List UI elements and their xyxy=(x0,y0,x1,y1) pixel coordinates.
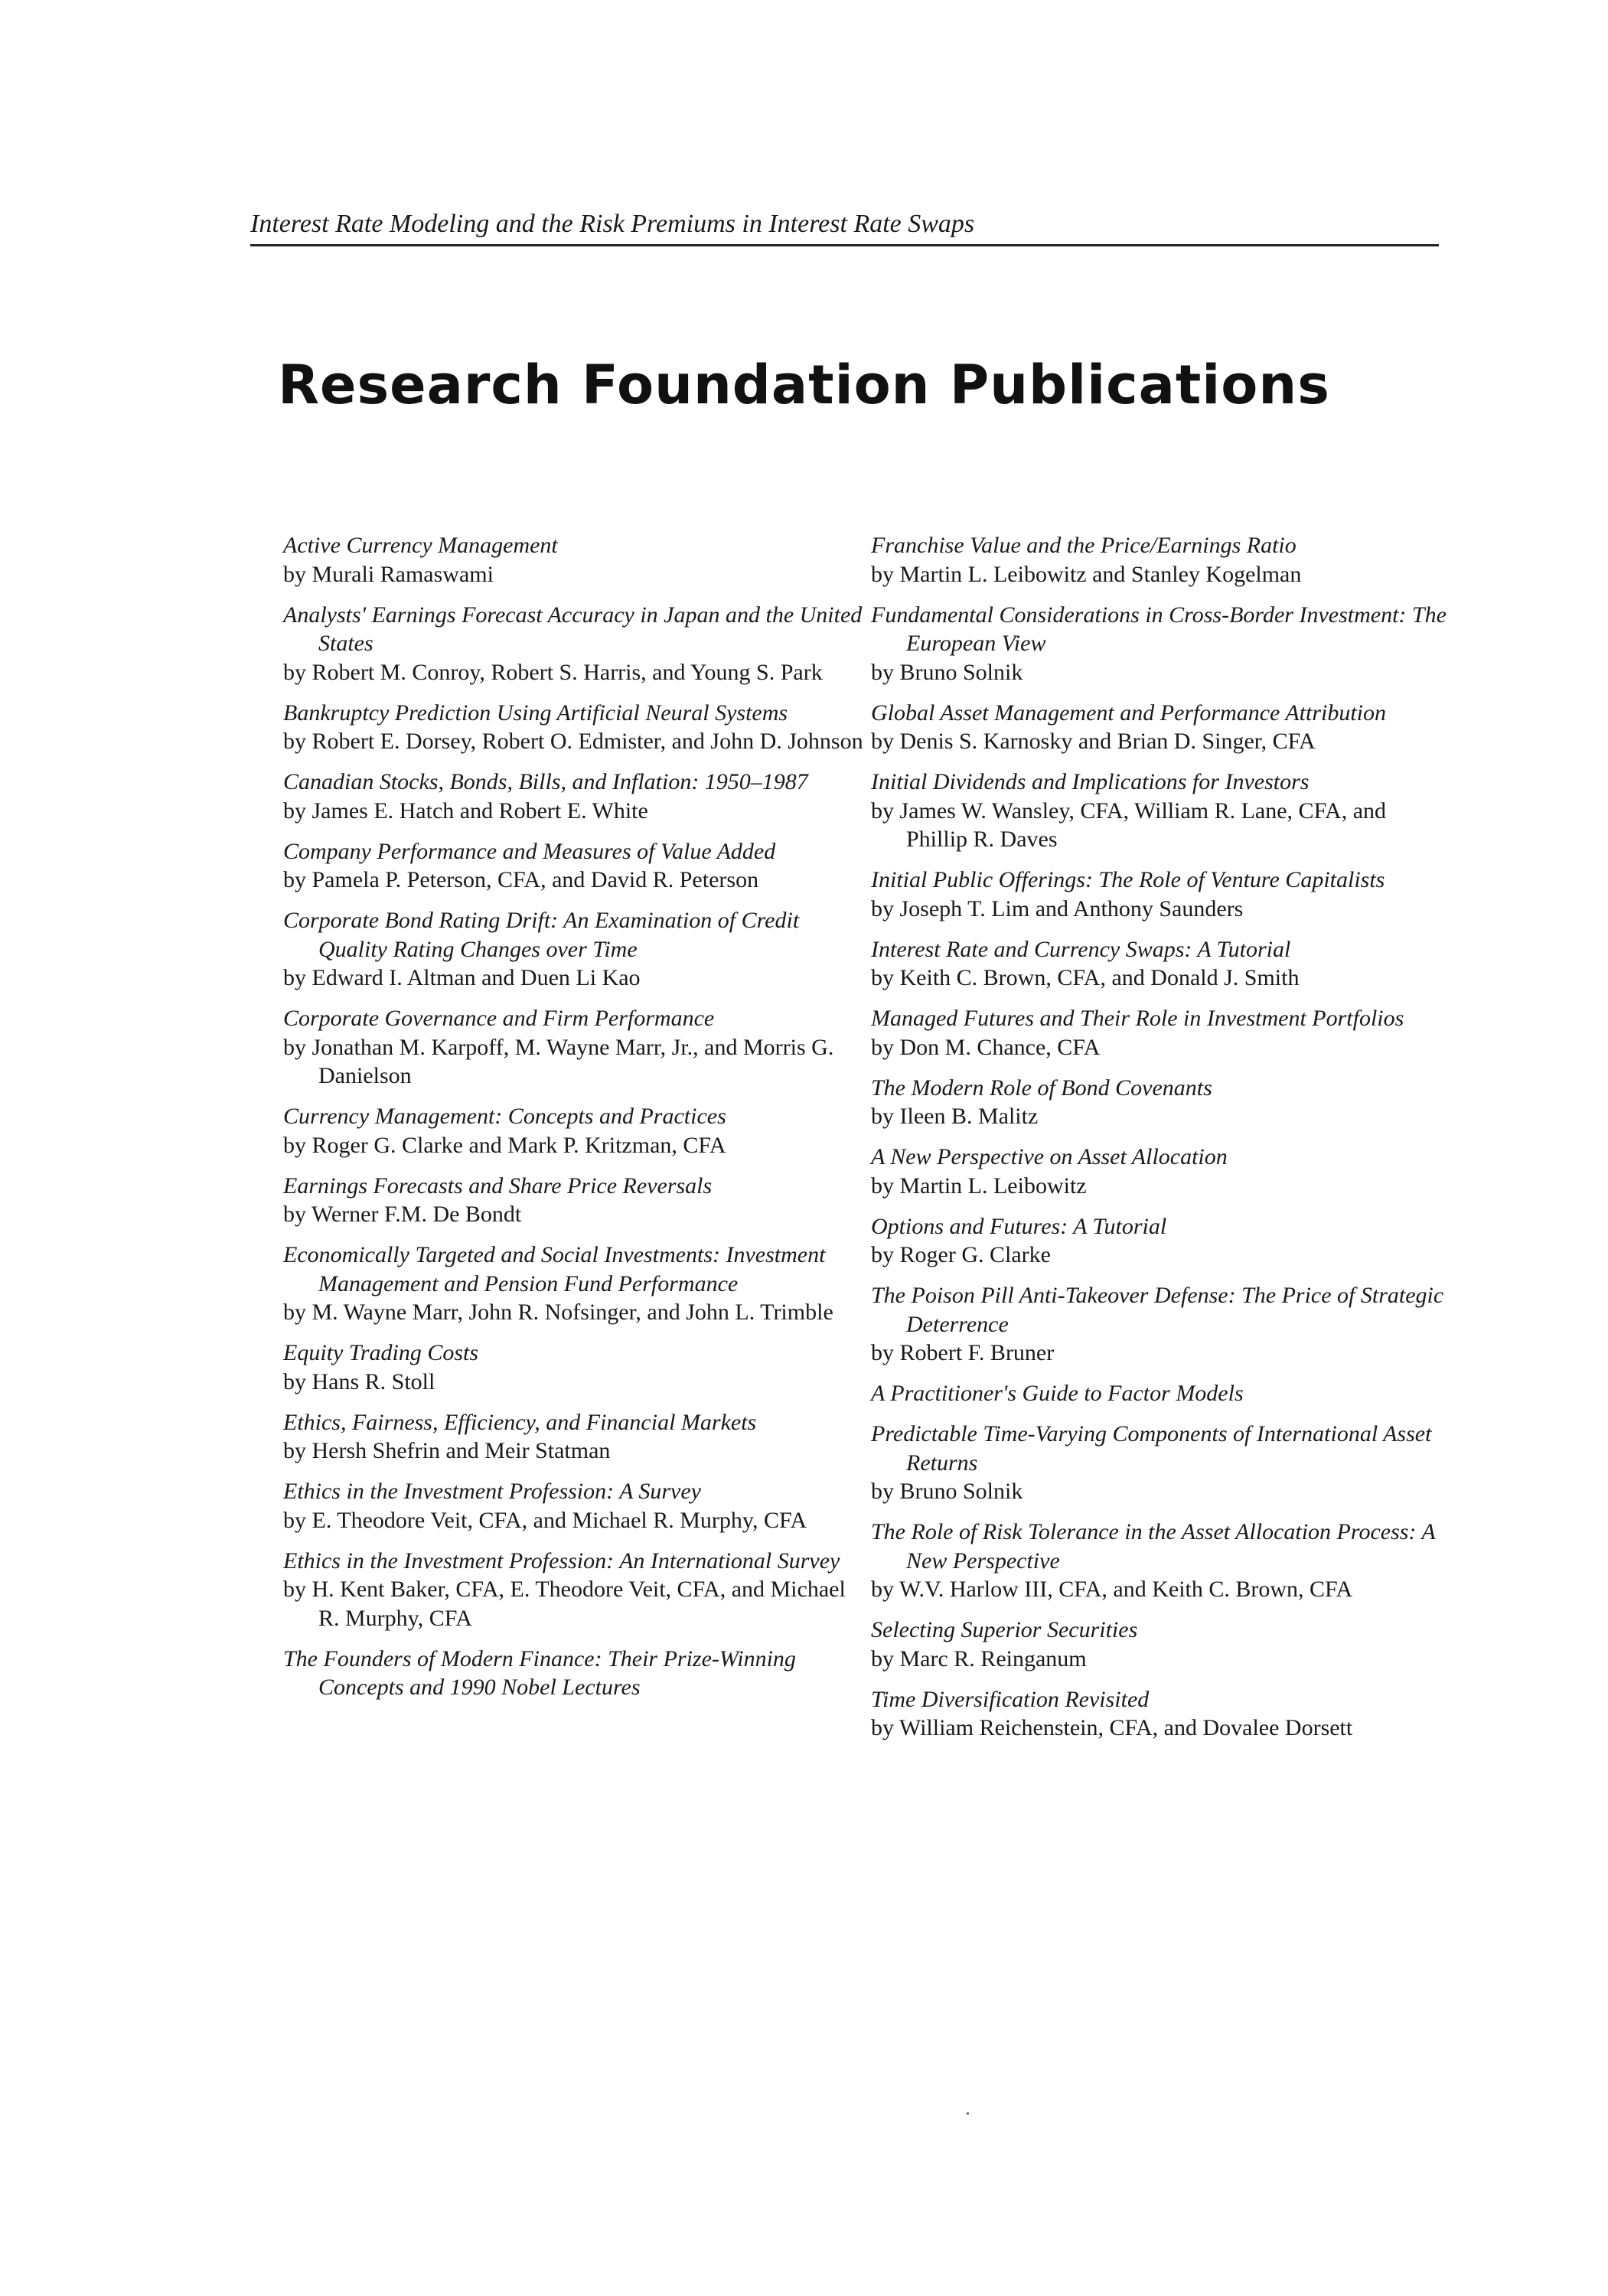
publication-title: Equity Trading Costs xyxy=(283,1340,479,1365)
publication-authors: by Robert F. Bruner xyxy=(871,1340,1055,1365)
publication-entry xyxy=(283,1547,865,1633)
publication-authors: by E. Theodore Veit, CFA, and Michael R. Murphy, CFA xyxy=(283,1507,807,1533)
publication-title: Economically Targeted and Social Investments: Investment Management and Pension Fund Performance xyxy=(283,1242,826,1296)
publication-title: The Role of Risk Tolerance in the Asset Allocation Process: A New Perspective xyxy=(871,1519,1436,1574)
publication-title: The Founders of Modern Finance: Their Prize-Winning Concepts and 1990 Nobel Lectures xyxy=(283,1645,796,1700)
scan-speck xyxy=(967,2112,969,2115)
publication-entry xyxy=(283,768,865,825)
publication-title: Canadian Stocks, Bonds, Bills, and Inflation: 1950–1987 xyxy=(283,769,808,794)
publication-authors: by James E. Hatch and Robert E. White xyxy=(283,797,648,823)
publication-list-right xyxy=(871,531,1453,1754)
publication-title: Initial Dividends and Implications for Investors xyxy=(871,769,1310,794)
publication-entry xyxy=(871,866,1453,923)
publication-title: Earnings Forecasts and Share Price Reversals xyxy=(283,1172,713,1199)
publication-entry xyxy=(871,1518,1453,1604)
publication-title: Bankruptcy Prediction Using Artificial Neural Systems xyxy=(283,700,788,726)
publication-entry xyxy=(871,1004,1453,1062)
publication-title: Global Asset Management and Performance Attribution xyxy=(871,700,1386,726)
publication-title: Active Currency Management xyxy=(283,533,558,558)
publication-authors: by Werner F.M. De Bondt xyxy=(283,1202,522,1227)
publication-title: Corporate Governance and Firm Performance xyxy=(283,1006,715,1031)
publication-authors: by Martin L. Leibowitz xyxy=(871,1172,1087,1199)
publication-title: Interest Rate and Currency Swaps: A Tutorial xyxy=(871,936,1291,962)
publication-entry xyxy=(871,1212,1453,1270)
publication-title: Franchise Value and the Price/Earnings Ratio xyxy=(871,533,1297,558)
running-head-text: Interest Rate Modeling and the Risk Premiums in Interest Rate Swaps xyxy=(250,210,975,238)
publication-entry xyxy=(283,1645,865,1702)
publication-title: The Poison Pill Anti-Takeover Defense: The Price of Strategic Deterrence xyxy=(871,1283,1444,1337)
publication-title: Managed Futures and Their Role in Investment Portfolios xyxy=(871,1006,1404,1031)
publication-authors: by Pamela P. Peterson, CFA, and David R. Peterson xyxy=(283,867,759,892)
publication-authors: by Keith C. Brown, CFA, and Donald J. Smith xyxy=(871,965,1300,990)
publication-entry xyxy=(871,935,1453,993)
publication-authors: by Roger G. Clarke and Mark P. Kritzman, CFA xyxy=(283,1132,726,1158)
publication-authors: by Martin L. Leibowitz and Stanley Kogelman xyxy=(871,561,1302,587)
publication-authors: by Joseph T. Lim and Anthony Saunders xyxy=(871,895,1244,921)
publication-entry xyxy=(871,1420,1453,1506)
publication-title: A New Perspective on Asset Allocation xyxy=(871,1144,1228,1169)
publication-title: Ethics in the Investment Profession: An International Survey xyxy=(283,1548,840,1574)
publication-authors: by Hans R. Stoll xyxy=(283,1368,435,1394)
publication-entry xyxy=(283,1241,865,1327)
publication-authors: by Ileen B. Malitz xyxy=(871,1104,1039,1129)
publication-entry xyxy=(871,1143,1453,1200)
publication-title: Predictable Time-Varying Components of International Asset Returns xyxy=(871,1421,1432,1476)
publication-authors: by W.V. Harlow III, CFA, and Keith C. Brown, CFA xyxy=(871,1577,1353,1602)
publication-entry xyxy=(283,1339,865,1396)
publication-title: A Practitioner's Guide to Factor Models xyxy=(871,1381,1244,1406)
publication-title: Time Diversification Revisited xyxy=(871,1686,1150,1712)
publication-authors: by Robert E. Dorsey, Robert O. Edmister, and John D. Johnson xyxy=(283,729,863,754)
publication-entry xyxy=(283,1102,865,1159)
publication-authors: by Don M. Chance, CFA xyxy=(871,1034,1101,1060)
page-title: Research Foundation Publications xyxy=(278,354,1330,416)
publication-authors: by Jonathan M. Karpoff, M. Wayne Marr, Jr., and Morris G. Danielson xyxy=(283,1034,834,1088)
publication-entry xyxy=(871,1074,1453,1131)
publication-authors: by Marc R. Reinganum xyxy=(871,1645,1087,1671)
publication-entry xyxy=(871,699,1453,756)
publication-title: Corporate Bond Rating Drift: An Examination of Credit Quality Rating Changes over Time xyxy=(283,908,800,962)
publication-title: Currency Management: Concepts and Practices xyxy=(283,1104,726,1129)
publication-list-left xyxy=(283,531,865,1714)
publication-entry xyxy=(871,601,1453,687)
publication-entry xyxy=(871,531,1453,589)
publication-entry xyxy=(871,1281,1453,1368)
publication-entry xyxy=(283,1172,865,1229)
publication-title: Fundamental Considerations in Cross-Border Investment: The European View xyxy=(871,602,1447,656)
running-head xyxy=(250,205,1439,246)
publication-authors: by Bruno Solnik xyxy=(871,1479,1023,1504)
publication-authors: by Robert M. Conroy, Robert S. Harris, and Young S. Park xyxy=(283,659,823,685)
publication-authors: by Murali Ramaswami xyxy=(283,561,494,587)
publication-entry xyxy=(283,837,865,895)
publication-entry xyxy=(871,768,1453,854)
publication-entry xyxy=(871,1616,1453,1673)
publication-authors: by William Reichenstein, CFA, and Dovalee Dorsett xyxy=(871,1715,1353,1740)
publication-title: Company Performance and Measures of Value Added xyxy=(283,838,776,864)
publication-entry xyxy=(871,1379,1453,1408)
publication-authors: by M. Wayne Marr, John R. Nofsinger, and John L. Trimble xyxy=(283,1300,833,1325)
publication-entry xyxy=(283,1004,865,1091)
publication-entry xyxy=(283,531,865,589)
publication-title: Ethics in the Investment Profession: A Survey xyxy=(283,1479,701,1504)
publication-entry xyxy=(283,699,865,756)
publication-authors: by Hersh Shefrin and Meir Statman xyxy=(283,1438,611,1463)
publication-title: Options and Futures: A Tutorial xyxy=(871,1213,1167,1239)
publication-entry xyxy=(283,1477,865,1534)
publication-authors: by Denis S. Karnosky and Brian D. Singer, CFA xyxy=(871,729,1316,754)
publication-entry xyxy=(283,906,865,993)
publication-entry xyxy=(283,601,865,687)
publication-authors: by Roger G. Clarke xyxy=(871,1242,1051,1267)
publication-title: Analysts' Earnings Forecast Accuracy in Japan and the United States xyxy=(283,602,863,656)
publication-title: Selecting Superior Securities xyxy=(871,1617,1138,1642)
publication-title: Initial Public Offerings: The Role of Venture Capitalists xyxy=(871,867,1385,892)
publication-title: The Modern Role of Bond Covenants xyxy=(871,1075,1212,1101)
publication-authors: by H. Kent Baker, CFA, E. Theodore Veit, CFA, and Michael R. Murphy, CFA xyxy=(283,1577,846,1631)
publication-title: Ethics, Fairness, Efficiency, and Financial Markets xyxy=(283,1409,757,1435)
publication-entry xyxy=(283,1408,865,1466)
publication-entry xyxy=(871,1685,1453,1743)
publication-authors: by Bruno Solnik xyxy=(871,659,1023,685)
publication-authors: by James W. Wansley, CFA, William R. Lane, CFA, and Phillip R. Daves xyxy=(871,797,1387,852)
publication-authors: by Edward I. Altman and Duen Li Kao xyxy=(283,965,641,990)
